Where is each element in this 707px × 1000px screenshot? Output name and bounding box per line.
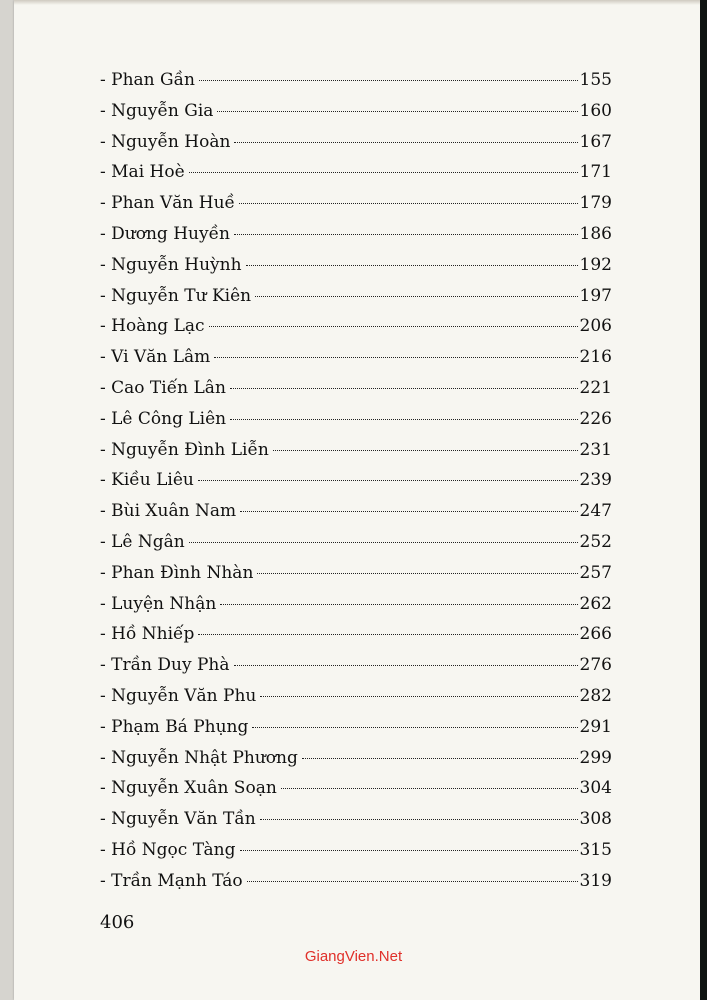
toc-entry-name: - Dương Huyền bbox=[100, 223, 230, 244]
toc-entry-page: 257 bbox=[579, 562, 612, 583]
dot-leader bbox=[230, 419, 577, 420]
dot-leader bbox=[240, 850, 578, 851]
toc-entry-name: - Trần Mạnh Táo bbox=[100, 870, 243, 891]
toc-entry-name: - Phan Đình Nhàn bbox=[100, 562, 254, 583]
scan-left-margin bbox=[0, 0, 14, 1000]
toc-entry[interactable] bbox=[100, 347, 612, 378]
toc-entry-page: 186 bbox=[579, 223, 612, 244]
toc-entry-page: 282 bbox=[579, 685, 612, 706]
dot-leader bbox=[257, 573, 577, 574]
toc-entry-page: 291 bbox=[579, 716, 612, 737]
toc-entry-page: 226 bbox=[579, 408, 612, 429]
dot-leader bbox=[252, 727, 577, 728]
toc-entry[interactable] bbox=[100, 224, 612, 255]
dot-leader bbox=[273, 450, 578, 451]
toc-entry-page: 252 bbox=[579, 531, 612, 552]
toc-entry-name: - Nguyễn Xuân Soạn bbox=[100, 778, 277, 799]
toc-entry-name: - Lê Công Liên bbox=[100, 408, 227, 429]
scan-right-edge bbox=[700, 0, 707, 1000]
dot-leader bbox=[217, 111, 577, 112]
dot-leader bbox=[198, 634, 577, 635]
dot-leader bbox=[220, 604, 577, 605]
toc-entry-page: 308 bbox=[579, 809, 612, 830]
dot-leader bbox=[189, 172, 578, 173]
dot-leader bbox=[255, 296, 577, 297]
toc-entry-name: - Phan Văn Huề bbox=[100, 193, 236, 214]
dot-leader bbox=[234, 142, 577, 143]
dot-leader bbox=[239, 203, 578, 204]
toc-entry-name: - Phan Gần bbox=[100, 70, 195, 90]
dot-leader bbox=[234, 665, 578, 666]
toc-entry-page: 319 bbox=[579, 870, 612, 891]
dot-leader bbox=[214, 357, 577, 358]
dot-leader bbox=[247, 881, 578, 882]
watermark-text[interactable]: GiangVien.Net bbox=[304, 948, 403, 965]
toc-entry[interactable] bbox=[100, 840, 612, 871]
toc-entry-name: - Phạm Bá Phụng bbox=[100, 716, 249, 737]
toc-entry[interactable] bbox=[100, 162, 612, 193]
dot-leader bbox=[189, 542, 578, 543]
toc-entry-page: 231 bbox=[579, 439, 612, 460]
dot-leader bbox=[230, 388, 578, 389]
toc-entry-name: - Cao Tiến Lân bbox=[100, 377, 226, 398]
toc-entry[interactable] bbox=[100, 378, 612, 409]
toc-entry[interactable] bbox=[100, 532, 612, 563]
toc-entry-page: 239 bbox=[579, 470, 612, 491]
toc-entry-page: 221 bbox=[579, 377, 612, 398]
toc-entry-name: - Nguyễn Đình Liễn bbox=[100, 439, 269, 460]
toc-entry-name: - Kiều Liêu bbox=[100, 470, 194, 491]
toc-entry-name: - Nguyễn Văn Phu bbox=[100, 685, 257, 706]
toc-entry[interactable] bbox=[100, 563, 612, 594]
toc-entry[interactable] bbox=[100, 470, 612, 501]
toc-entry-name: - Nguyễn Hoàn bbox=[100, 131, 231, 152]
toc-entry-name: - Luyện Nhận bbox=[100, 593, 217, 614]
toc-entry-page: 192 bbox=[579, 254, 612, 275]
toc-entry-name: - Nguyễn Nhật Phương bbox=[100, 747, 298, 768]
toc-entry[interactable] bbox=[100, 132, 612, 163]
toc-entry[interactable] bbox=[100, 70, 612, 101]
toc-entry[interactable] bbox=[100, 286, 612, 317]
toc-entry[interactable] bbox=[100, 748, 612, 779]
dot-leader bbox=[240, 511, 577, 512]
dot-leader bbox=[260, 696, 577, 697]
toc-entry[interactable] bbox=[100, 409, 612, 440]
scan-top-edge bbox=[14, 0, 700, 5]
dot-leader bbox=[234, 234, 578, 235]
toc-entry-page: 179 bbox=[579, 193, 612, 214]
toc-entry-page: 167 bbox=[579, 131, 612, 152]
toc-entry-name: - Lê Ngân bbox=[100, 531, 185, 552]
toc-entry[interactable] bbox=[100, 316, 612, 347]
dot-leader bbox=[199, 80, 578, 81]
toc-entry-name: - Nguyễn Tư Kiên bbox=[100, 285, 252, 306]
toc-entry-name: - Nguyễn Gia bbox=[100, 100, 214, 121]
toc-entry-page: 155 bbox=[579, 70, 612, 90]
toc-entry-page: 160 bbox=[579, 100, 612, 121]
toc-entry[interactable] bbox=[100, 101, 612, 132]
toc-entry[interactable] bbox=[100, 594, 612, 625]
toc-entry[interactable] bbox=[100, 655, 612, 686]
toc-entry[interactable] bbox=[100, 871, 612, 902]
toc-entry-name: - Bùi Xuân Nam bbox=[100, 501, 237, 522]
toc-entry-page: 266 bbox=[579, 624, 612, 645]
dot-leader bbox=[209, 326, 578, 327]
toc-entry-name: - Nguyễn Huỳnh bbox=[100, 254, 242, 275]
toc-entry-page: 206 bbox=[579, 316, 612, 337]
toc-entry-page: 276 bbox=[579, 655, 612, 676]
page-number: 406 bbox=[100, 912, 135, 933]
toc-entry-name: - Trần Duy Phà bbox=[100, 655, 230, 676]
toc-entry[interactable] bbox=[100, 624, 612, 655]
dot-leader bbox=[260, 819, 578, 820]
toc-entry-name: - Hoàng Lạc bbox=[100, 316, 205, 337]
toc-entry-page: 262 bbox=[579, 593, 612, 614]
toc-entry-page: 171 bbox=[579, 162, 612, 183]
toc-entry[interactable] bbox=[100, 501, 612, 532]
toc-entry-page: 247 bbox=[579, 501, 612, 522]
table-of-contents bbox=[100, 70, 612, 902]
toc-entry-page: 304 bbox=[579, 778, 612, 799]
dot-leader bbox=[302, 758, 578, 759]
toc-entry[interactable] bbox=[100, 440, 612, 471]
toc-entry[interactable] bbox=[100, 778, 612, 809]
toc-entry[interactable] bbox=[100, 686, 612, 717]
toc-entry-name: - Hồ Ngọc Tàng bbox=[100, 839, 236, 860]
toc-entry[interactable] bbox=[100, 255, 612, 286]
toc-entry-page: 299 bbox=[579, 747, 612, 768]
dot-leader bbox=[281, 788, 578, 789]
toc-entry-name: - Vi Văn Lâm bbox=[100, 347, 211, 368]
toc-entry-name: - Hồ Nhiếp bbox=[100, 624, 195, 645]
dot-leader bbox=[198, 480, 578, 481]
dot-leader bbox=[246, 265, 578, 266]
toc-entry[interactable] bbox=[100, 717, 612, 748]
toc-entry-name: - Nguyễn Văn Tần bbox=[100, 809, 256, 830]
toc-entry-name: - Mai Hoè bbox=[100, 162, 185, 183]
toc-entry-page: 216 bbox=[579, 347, 612, 368]
toc-entry-page: 197 bbox=[579, 285, 612, 306]
toc-entry-page: 315 bbox=[579, 839, 612, 860]
toc-entry[interactable] bbox=[100, 193, 612, 224]
toc-entry[interactable] bbox=[100, 809, 612, 840]
